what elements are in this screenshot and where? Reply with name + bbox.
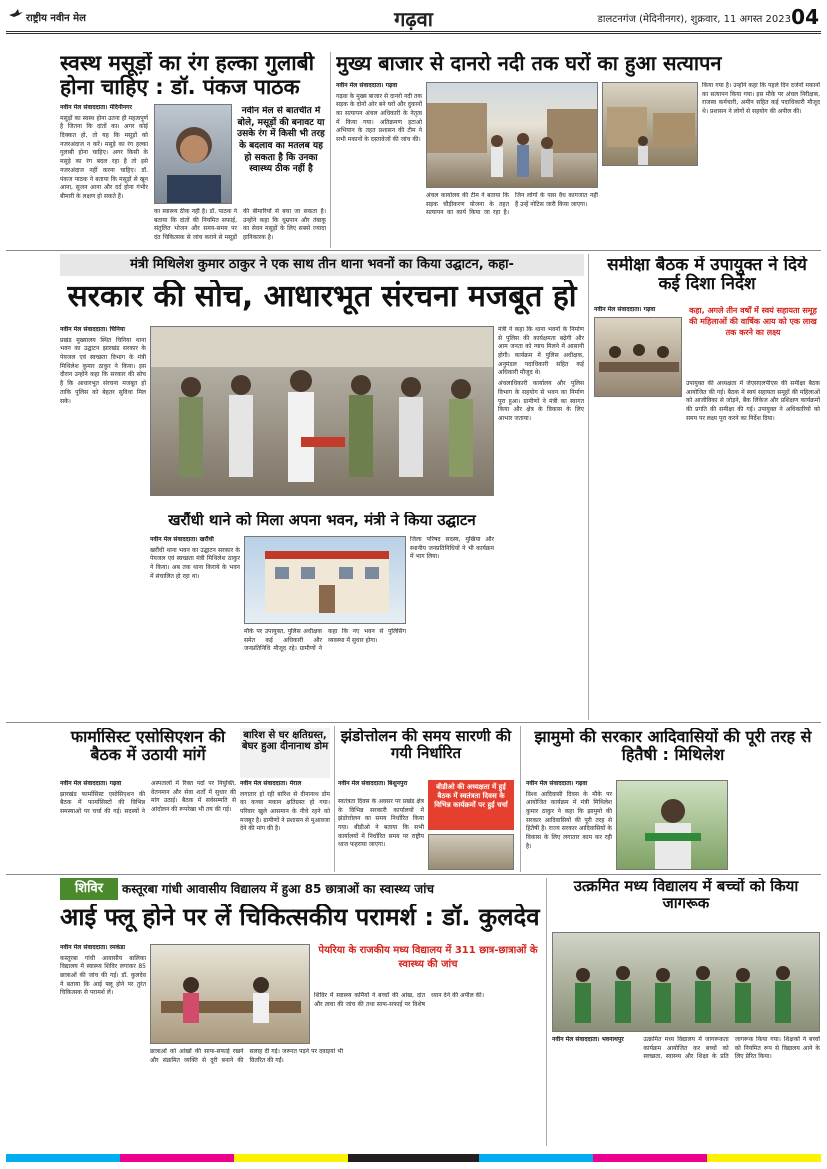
police-building-icon [245, 537, 406, 624]
story10-credit: नवीन मेल संवाददाता। रमकंडा [60, 944, 126, 951]
print-color-bar [6, 1154, 821, 1162]
section-rule [6, 250, 821, 251]
story10-tag: शिविर [60, 878, 118, 900]
review-meeting-photo [594, 317, 682, 397]
story9-headline-box [526, 728, 820, 774]
story10-headline: आई फ्लू होने पर लें चिकित्सकीय परामर्श : डॉ. कुलदेव [60, 904, 540, 931]
minister-speech-icon [617, 781, 728, 870]
story10-kicker: कस्तूरबा गांधी आवासीय विद्यालय में हुआ 85 छात्राओं का स्वास्थ्य जांच [122, 878, 542, 900]
story1-column-left [60, 104, 148, 244]
story10-text-a: कस्तूरबा गांधी आवासीय बालिका विद्यालय में स्वास्थ्य शिविर लगाकर 85 छात्राओं की जांच की गई। डॉ. कुलदेव ने बताया कि आई फ्लू होने पर तुरंत चिकित्सक से परामर्श लें। [60, 954, 146, 997]
story11-column [552, 1036, 820, 1146]
inauguration-crowd-icon [151, 327, 494, 496]
story5-column-a [594, 306, 682, 720]
story1-headline-box [60, 52, 326, 102]
story7-headline-box [240, 728, 330, 778]
story3-text-a: प्रखंड मुख्यालय स्थित चिनिया थाना भवन का उद्घाटन झारखंड सरकार के पेयजल एवं स्वच्छता विभाग के मंत्री मिथिलेश कुमार ठाकुर ने किया। इस दौरान उन्होंने कहा कि सरकार की सोच है कि आधारभूत संरचना मजबूत हो ताकि पुलिस को बेहतर सुविधा मिल सके। [60, 336, 146, 405]
story9-headline: झामुमो की सरकार आदिवासियों की पूरी तरह से हितैषी : मिथिलेश [534, 728, 812, 764]
story5-credit: नवीन मेल संवाददाता। गढ़वा [594, 306, 656, 313]
section-rule [6, 722, 821, 723]
story6-column [60, 780, 236, 870]
page-number: 04 [791, 5, 819, 29]
story6-headline: फार्मासिस्ट एसोसिएशन की बैठक में उठायी मांगें [70, 728, 226, 764]
story10-headline-box [60, 904, 544, 940]
story2-text-a: गढ़वा के मुख्य बाजार से दानरो नदी तक सड़क के दोनों ओर बने घरों और दुकानों का सत्यापन अंचल अधिकारी के नेतृत्व में किया गया। अतिक्रमण हटाओ अभियान के तहत प्रशासन की टीम ने सभी मकानों के दस्तावेजों की जांच की। [336, 92, 422, 144]
kharaundhi-thana-photo [244, 536, 406, 624]
story3-credit: नवीन मेल संवाददाता। चिनिया [60, 326, 125, 333]
story2-headline: मुख्य बाजार से दानरो नदी तक घरों का हुआ सत्यापन [336, 52, 722, 75]
story3-column-a [60, 326, 146, 716]
health-camp-photo [150, 944, 310, 1044]
story4-headline-box [150, 512, 494, 532]
story2-credit: नवीन मेल संवाददाता। गढ़वा [336, 82, 398, 89]
portrait-figure-icon [155, 105, 232, 204]
tribal-day-photo [616, 780, 728, 870]
story4-column-a [150, 536, 240, 720]
doctor-portrait-photo [154, 104, 232, 204]
story6-text: झारखंड फार्मासिस्ट एसोसिएशन की बैठक में फार्मासिस्टों की विभिन्न समस्याओं पर चर्चा की गई। सदस्यों ने अस्पतालों में रिक्त पदों पर नियुक्ति, वेतनमान और सेवा शर्तों में सुधार की मांग उठाई। बैठक में सर्वसम्मति से आंदोलन की रूपरेखा भी तय की गई। [60, 780, 236, 816]
story8-headline-box [338, 728, 514, 774]
story9-column-a [526, 780, 612, 870]
village-houses-icon [603, 83, 698, 166]
section-title: गढ़वा [394, 7, 433, 31]
story5-text: उपायुक्त की अध्यक्षता में जेएसएलपीएस की समीक्षा बैठक आयोजित की गई। बैठक में स्वयं सहायता समूहों की महिलाओं को आजीविका से जोड़ने, बैंक लिंकेज और प्रशिक्षण कार्यक्रमों की प्रगति की समीक्षा की गई। उपायुक्त ने अधिकारियों को समय पर लक्ष्य पूरा करने का निर्देश दिया। [686, 380, 820, 422]
story9-text: विश्व आदिवासी दिवस के मौके पर आयोजित कार्यक्रम में मंत्री मिथिलेश कुमार ठाकुर ने कहा कि झामुमो की सरकार आदिवासियों की पूरी तरह से हितैषी है। राज्य सरकार आदिवासियों के विकास के लिए लगातार काम कर रही है। [526, 790, 612, 850]
column-divider [334, 726, 335, 872]
story10-text-b: छात्राओं को आंखों की साफ-सफाई रखने और संक्रमित व्यक्ति से दूरी बनाने की सलाह दी गई। जरूरत पड़ने पर दवाइयां भी वितरित की गईं। [150, 1048, 343, 1064]
column-divider [520, 726, 521, 872]
paper-name: राष्ट्रीय नवीन मेल [26, 13, 86, 24]
meeting-table-icon [595, 318, 682, 397]
story10-column-a [60, 944, 146, 1144]
column-divider [588, 254, 589, 720]
story8-credit: नवीन मेल संवाददाता। बिशुनपुरा [338, 780, 408, 787]
story8-text: स्वतंत्रता दिवस के अवसर पर प्रखंड क्षेत्र के विभिन्न सरकारी कार्यालयों में झंडोत्तोलन का समय निर्धारित किया गया। बीडीओ ने बताया कि सभी कार्यालयों में निर्धारित समय पर राष्ट्रीय ध्वज फहराया जाएगा। [338, 798, 424, 849]
students-group-icon [553, 933, 820, 1032]
story3-headline-box [60, 280, 584, 320]
story2-column-c [602, 82, 698, 246]
story1-text-right: का स्वास्थ्य ठीक नहीं है। डॉ. पाठक ने बताया कि दांतों की नियमित सफाई, संतुलित भोजन और समय-समय पर दंत चिकित्सक से जांच कराने से मसूड़ों की बीमारियों से बचा जा सकता है। उन्होंने कहा कि धूम्रपान और तंबाकू का सेवन मसूड़ों के लिए सबसे ज्यादा हानिकारक है। [154, 208, 326, 242]
story5-headline: समीक्षा बैठक में उपायुक्त ने दिये कई दिशा निर्देश [607, 256, 807, 295]
minister-inauguration-photo [150, 326, 494, 496]
story10-quote: पेयरिया के राजकीय मध्य विद्यालय में 311 छात्र-छात्राओं के स्वास्थ्य की जांच [318, 945, 538, 970]
story2-text-c: किया गया है। उन्होंने कहा कि पहले दिन दर्जनों मकानों का सत्यापन किया गया। इस मौके पर अंचल निरीक्षक, राजस्व कर्मचारी, अमीन सहित कई पदाधिकारी मौजूद थे। प्रशासन ने लोगों से सहयोग की अपील की। [702, 82, 820, 116]
story2-headline-box [336, 52, 766, 78]
story6-headline-box [60, 728, 236, 774]
health-checkup-icon [151, 945, 310, 1044]
bazaar-inspection-photo [426, 82, 598, 188]
story1-quote: नवीन मेल से बातचीत में बोले, मसूड़ों की बनावट या उसके रंग में किसी भी तरह के बदलाव का मतलब यह हो सकता है कि उनका स्वास्थ्य ठीक नहीं है [237, 106, 325, 175]
story7-column [240, 780, 330, 870]
story2-text-b: अंचल कार्यालय की टीम ने बताया कि सड़क चौड़ीकरण योजना के तहत सत्यापन का कार्य किया जा रहा है। जिन लोगों के पास वैध कागजात नहीं हैं उन्हें नोटिस जारी किया जाएगा। [426, 192, 598, 217]
story11-credit: नवीन मेल संवाददाता। भवनाथपुर [552, 1036, 624, 1043]
story2-column-a [336, 82, 422, 246]
section-rule [6, 874, 821, 875]
story6-credit: नवीन मेल संवाददाता। गढ़वा [60, 780, 122, 787]
bdo-meeting-photo [428, 834, 514, 870]
river-road-photo [602, 82, 698, 166]
story4-text-a: खरौंधी थाना भवन का उद्घाटन सरकार के पेयजल एवं स्वच्छता मंत्री मिथिलेश ठाकुर ने किया। अब तक थाना किराये के भवन में संचालित हो रहा था। [150, 546, 240, 580]
story8-redbox: बीडीओ की अध्यक्षता में हुई बैठक में स्वतंत्रता दिवस के विभिन्न कार्यक्रमों पर हुई चर्चा [428, 780, 514, 830]
story9-column-c [732, 780, 820, 870]
story1-credit: नवीन मेल संवाददाता। मेदिनीनगर [60, 104, 132, 111]
story1-text-left: मसूड़ों का स्वस्थ होना उतना ही महत्वपूर्ण है जितना कि दांतों का। अगर कोई दिक्कत हो, तो यह कि मसूड़ों को नजरअंदाज न करें। मसूड़े का रंग हल्का गुलाबी होना चाहिए। अगर किसी के मसूड़े का रंग बदल रहा है तो इसे नजरअंदाज नहीं करना चाहिए। डॉ. पंकज पाठक ने बताया कि मसूड़ों से खून आना, सूजन आना और दर्द होना गंभीर बीमारी के लक्षण हो सकते हैं। [60, 114, 148, 200]
story1-headline: स्वस्थ मसूड़ों का रंग हल्का गुलाबी होना चाहिए : डॉ. पंकज पाठक [60, 52, 315, 99]
story7-text: लगातार हो रही बारिश से दीनानाथ डोम का कच्चा मकान क्षतिग्रस्त हो गया। परिवार खुले आसमान के नीचे रहने को मजबूर है। ग्रामीणों ने प्रशासन से मुआवजा देने की मांग की है। [240, 790, 330, 833]
story10-text-c: शिविर में स्वास्थ्य कर्मियों ने बच्चों की आंख, दांत और त्वचा की जांच की तथा साफ-सफाई पर विशेष ध्यान देने की अपील की। [314, 992, 484, 1008]
story11-headline: उत्क्रमित मध्य विद्यालय में बच्चों को किया जागरूक [573, 878, 799, 912]
story3-headline: सरकार की सोच, आधारभूत संरचना मजबूत हो [67, 280, 577, 314]
story7-headline: बारिश से घर क्षतिग्रस्त, बेघर हुआ दीनानाथ डोम [241, 730, 329, 753]
column-divider [546, 878, 547, 1146]
story3-column-c [498, 326, 584, 716]
story3-text-b: मंत्री ने कहा कि थाना भवनों के निर्माण से पुलिस की कार्यक्षमता बढ़ेगी और आम जनता को न्याय मिलने में आसानी होगी। कार्यक्रम में पुलिस अधीक्षक, अनुमंडल पदाधिकारी सहित कई अधिकारी मौजूद थे। [498, 326, 584, 377]
masthead [6, 4, 821, 34]
story8-headline: झंडोत्तोलन की समय सारणी की गयी निर्धारित [340, 728, 512, 762]
column-divider [330, 52, 331, 248]
story3-text-c: अंचलाधिकारी कार्यालय और पुलिस विभाग के सहयोग से भवन का निर्माण पूरा हुआ। ग्रामीणों ने मंत्री का स्वागत किया और क्षेत्र के विकास के लिए आभार जताया। [498, 380, 584, 422]
dateline: डालटनगंज (मेदिनीनगर), शुक्रवार, 11 अगस्त 2023 [597, 14, 791, 25]
story3-kicker: मंत्री मिथिलेश कुमार ठाकुर ने एक साथ तीन थाना भवनों का किया उद्घाटन, कहा- [60, 254, 584, 276]
story4-credit: नवीन मेल संवाददाता। खरौंधी [150, 536, 214, 543]
story4-text-c: जिला परिषद सदस्य, मुखिया और स्थानीय जनप्रतिनिधियों ने भी कार्यक्रम में भाग लिया। [410, 536, 494, 561]
story7-credit: नवीन मेल संवाददाता। मेराल [240, 780, 302, 787]
street-scene-icon [427, 83, 598, 188]
story4-text-b: मौके पर उपायुक्त, पुलिस अधीक्षक समेत कई अधिकारी और जनप्रतिनिधि मौजूद रहे। ग्रामीणों ने कहा कि नए भवन से पुलिसिंग व्यवस्था में सुधार होगा। [244, 628, 406, 653]
story11-text: उत्क्रमित मध्य विद्यालय में जागरूकता कार्यक्रम आयोजित कर बच्चों को स्वच्छता, स्वास्थ्य और शिक्षा के प्रति जागरूक किया गया। शिक्षकों ने बच्चों को नियमित रूप से विद्यालय आने के लिए प्रेरित किया। [643, 1036, 820, 1061]
story5-quote: कहा, अगले तीन वर्षों में स्वयं सहायता समूह की महिलाओं की वार्षिक आय को एक लाख तक करने का लक्ष्य [689, 306, 817, 337]
story4-headline: खरौंधी थाने को मिला अपना भवन, मंत्री ने किया उद्घाटन [168, 512, 476, 529]
story9-credit: नवीन मेल संवाददाता। गढ़वा [526, 780, 588, 787]
school-awareness-photo [552, 932, 820, 1032]
story11-headline-box [552, 878, 820, 928]
